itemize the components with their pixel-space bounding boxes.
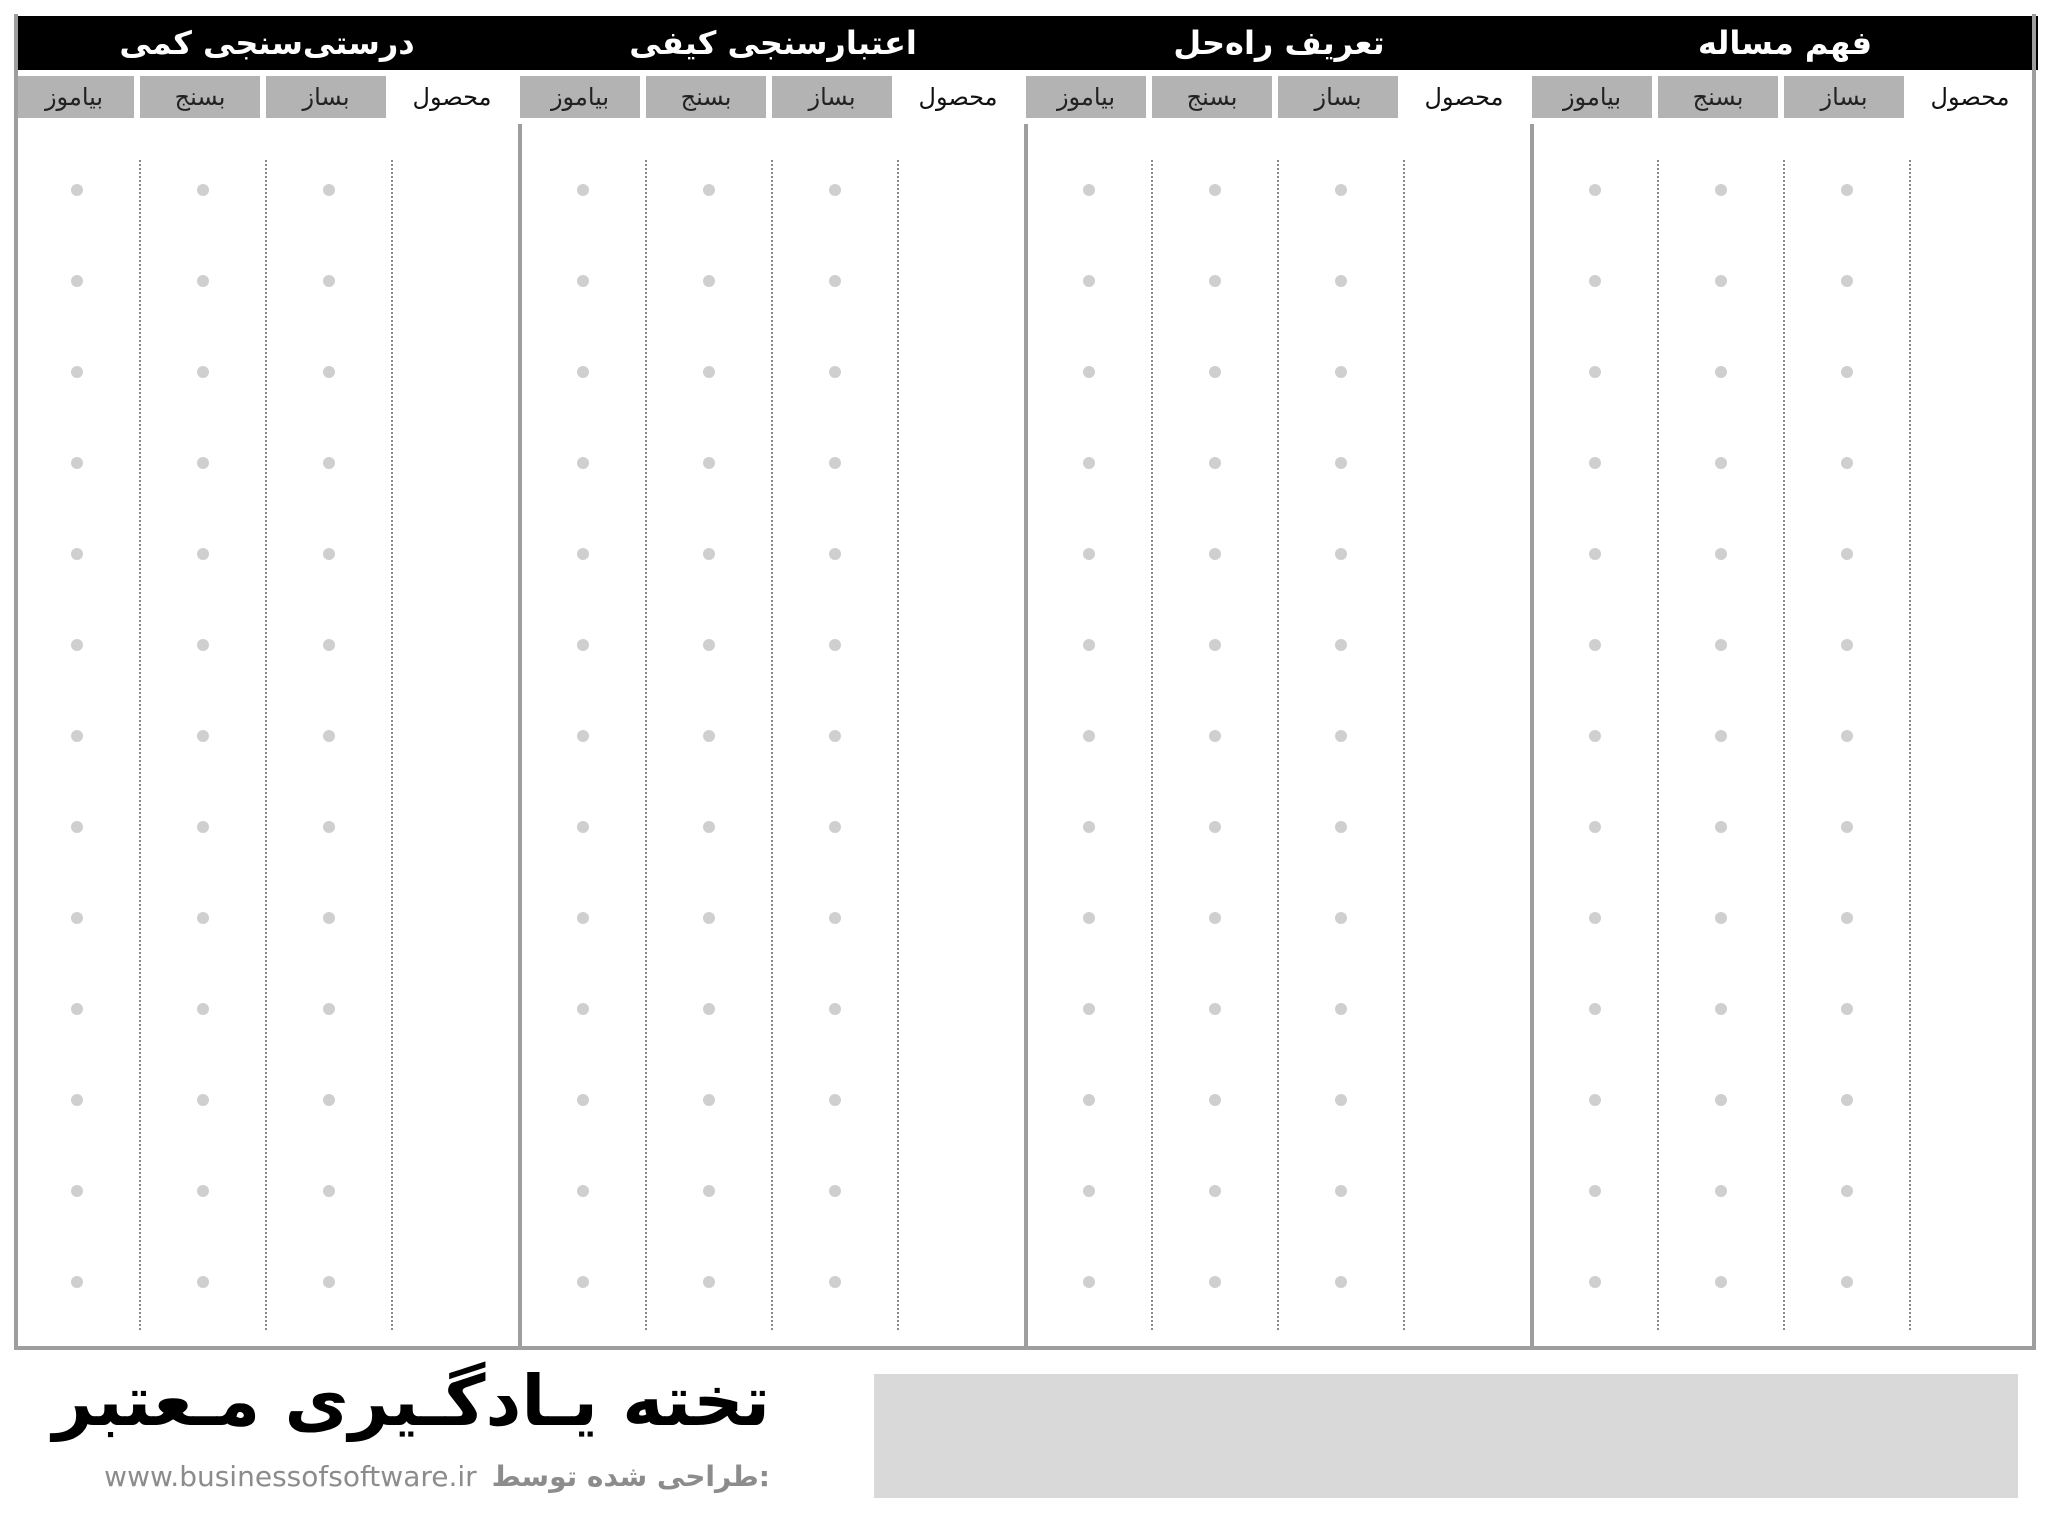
grid-dot [829,1003,841,1015]
grid-dot [71,912,83,924]
grid-dot [71,548,83,560]
grid-dot [1209,1276,1221,1288]
grid-dot [577,730,589,742]
grid-dot [323,1185,335,1197]
grid-dot [1209,366,1221,378]
sub-build: بساز [772,76,892,118]
dot-column [1335,184,1347,1284]
grid-dot [829,548,841,560]
grid-dot [703,1185,715,1197]
grid-dot [1209,730,1221,742]
grid-dot [1589,912,1601,924]
grid-dot [71,184,83,196]
grid-dot [323,366,335,378]
grid-dot [703,457,715,469]
grid-dot [323,912,335,924]
section-title: درستی‌سنجی کمی [14,16,520,70]
grid-dot [829,912,841,924]
grid-dot [1209,548,1221,560]
grid-dot [323,639,335,651]
dot-column [323,184,335,1284]
grid-dot [1715,821,1727,833]
grid-dot [1335,1094,1347,1106]
column-divider [1403,160,1405,1330]
grid-dot [1715,457,1727,469]
grid-dot [1083,457,1095,469]
grid-dot [323,730,335,742]
sub-product: محصول [412,83,492,111]
grid-dot [197,1276,209,1288]
board-left-edge [14,124,18,1346]
grid-dot [1335,1276,1347,1288]
grid-dot [197,275,209,287]
grid-dot [1209,1003,1221,1015]
grid-dot [1589,548,1601,560]
grid-dot [1083,821,1095,833]
grid-dot [1715,1094,1727,1106]
learning-board [14,14,2036,1350]
grid-dot [197,639,209,651]
grid-dot [1335,639,1347,651]
column-divider [1783,160,1785,1330]
grid-dot [71,1276,83,1288]
grid-dot [197,730,209,742]
grid-dot [1841,639,1853,651]
grid-dot [323,275,335,287]
grid-dot [71,1003,83,1015]
section-problem-understanding [1532,14,2038,1346]
grid-dot [1841,1276,1853,1288]
column-divider [1151,160,1153,1330]
grid-dot [829,366,841,378]
dot-column [829,184,841,1284]
section-title: تعریف راه‌حل [1026,16,1532,70]
grid-dot [71,1185,83,1197]
sub-learn: بیاموز [14,76,134,118]
grid-dot [577,821,589,833]
grid-dot [1715,1276,1727,1288]
grid-dot [577,548,589,560]
sub-build: بساز [1278,76,1398,118]
grid-dot [1083,1003,1095,1015]
grid-dot [577,275,589,287]
notes-area[interactable] [874,1374,2018,1498]
sub-product: محصول [1424,83,1504,111]
grid-dot [703,366,715,378]
grid-dot [1589,184,1601,196]
grid-dot [703,184,715,196]
grid-dot [1209,1094,1221,1106]
grid-dot [71,639,83,651]
grid-dot [1841,275,1853,287]
grid-dot [1589,1094,1601,1106]
grid-dot [71,1094,83,1106]
board-title: تخته یـادگـیری مـعتبر [52,1360,770,1442]
grid-dot [197,457,209,469]
column-divider [645,160,647,1330]
grid-dot [829,1094,841,1106]
grid-dot [1335,548,1347,560]
grid-dot [197,912,209,924]
grid-dot [197,1094,209,1106]
grid-dot [1083,730,1095,742]
grid-dot [1209,275,1221,287]
grid-dot [829,730,841,742]
grid-dot [1715,1185,1727,1197]
dot-column [577,184,589,1284]
credit-url[interactable]: www.businessofsoftware.ir [104,1460,477,1493]
sub-product: محصول [1930,83,2010,111]
grid-dot [197,1003,209,1015]
grid-dot [1841,730,1853,742]
grid-dot [197,184,209,196]
column-divider [391,160,393,1330]
sub-measure: بسنج [140,76,260,118]
credit-line [104,1460,770,1493]
grid-dot [197,548,209,560]
dot-column [1841,184,1853,1284]
grid-dot [1715,730,1727,742]
grid-dot [323,548,335,560]
sub-measure: بسنج [646,76,766,118]
grid-dot [71,275,83,287]
dot-column [703,184,715,1284]
grid-dot [1841,1094,1853,1106]
grid-dot [1083,912,1095,924]
sub-header-row [520,76,1026,120]
grid-dot [577,1276,589,1288]
grid-dot [1335,275,1347,287]
grid-dot [1841,821,1853,833]
grid-dot [1209,912,1221,924]
grid-dot [323,821,335,833]
column-divider [897,160,899,1330]
grid-dot [703,275,715,287]
grid-dot [703,1276,715,1288]
grid-dot [1589,639,1601,651]
grid-dot [197,1185,209,1197]
grid-dot [1335,730,1347,742]
grid-dot [1083,275,1095,287]
grid-dot [1841,548,1853,560]
dot-column [71,184,83,1284]
sub-header-row [1532,76,2038,120]
footer-branding [52,1360,770,1520]
dot-column [1083,184,1095,1284]
grid-dot [71,821,83,833]
grid-dot [1589,275,1601,287]
grid-dot [703,730,715,742]
sub-learn: بیاموز [1532,76,1652,118]
grid-dot [577,639,589,651]
grid-dot [1209,639,1221,651]
grid-dot [703,912,715,924]
dot-column [1715,184,1727,1284]
grid-dot [323,1276,335,1288]
dot-column [1589,184,1601,1284]
grid-dot [1083,366,1095,378]
grid-dot [577,1094,589,1106]
sub-learn: بیاموز [1026,76,1146,118]
grid-dot [1715,1003,1727,1015]
grid-dot [1209,821,1221,833]
grid-dot [1715,548,1727,560]
sub-product: محصول [918,83,998,111]
grid-dot [829,275,841,287]
column-divider [1657,160,1659,1330]
grid-dot [829,184,841,196]
grid-dot [1715,184,1727,196]
sub-build: بساز [1784,76,1904,118]
dot-column [197,184,209,1284]
grid-dot [71,730,83,742]
credit-prefix: طراحی شده توسط: [491,1460,770,1493]
grid-dot [577,457,589,469]
grid-dot [1209,1185,1221,1197]
grid-dot [323,457,335,469]
section-title: فهم مساله [1532,16,2038,70]
grid-dot [829,1185,841,1197]
grid-dot [1589,1185,1601,1197]
sub-build: بساز [266,76,386,118]
column-divider [1277,160,1279,1330]
column-divider [771,160,773,1330]
grid-dot [703,548,715,560]
grid-dot [323,1003,335,1015]
grid-dot [1589,730,1601,742]
grid-dot [829,821,841,833]
grid-dot [1083,639,1095,651]
grid-dot [577,1185,589,1197]
grid-dot [197,821,209,833]
grid-dot [71,366,83,378]
grid-dot [703,1003,715,1015]
sub-learn: بیاموز [520,76,640,118]
grid-dot [1589,821,1601,833]
grid-dot [577,366,589,378]
grid-dot [1209,184,1221,196]
grid-dot [1841,366,1853,378]
grid-dot [1083,184,1095,196]
grid-dot [1335,366,1347,378]
grid-dot [829,1276,841,1288]
grid-dot [1335,184,1347,196]
grid-dot [1589,366,1601,378]
sub-measure: بسنج [1152,76,1272,118]
grid-dot [1335,1185,1347,1197]
section-quantitative-validation [14,14,520,1346]
grid-dot [1083,1276,1095,1288]
grid-dot [1841,912,1853,924]
grid-dot [1083,1094,1095,1106]
grid-dot [1335,457,1347,469]
grid-dot [577,184,589,196]
grid-dot [829,639,841,651]
grid-dot [1715,366,1727,378]
grid-dot [1589,457,1601,469]
grid-dot [1335,912,1347,924]
grid-dot [71,457,83,469]
grid-dot [197,366,209,378]
sub-header-row [1026,76,1532,120]
column-divider [1909,160,1911,1330]
sub-measure: بسنج [1658,76,1778,118]
grid-dot [577,912,589,924]
grid-dot [1589,1276,1601,1288]
grid-dot [1335,1003,1347,1015]
grid-dot [703,821,715,833]
section-title: اعتبارسنجی کیفی [520,16,1026,70]
grid-dot [703,639,715,651]
grid-dot [1841,184,1853,196]
grid-dot [1841,1185,1853,1197]
grid-dot [1083,548,1095,560]
section-qualitative-validation [520,14,1026,1346]
grid-dot [577,1003,589,1015]
grid-dot [1335,821,1347,833]
grid-dot [1083,1185,1095,1197]
grid-dot [323,1094,335,1106]
grid-dot [1209,457,1221,469]
grid-dot [1715,639,1727,651]
grid-dot [323,184,335,196]
grid-dot [1715,275,1727,287]
dot-column [1209,184,1221,1284]
grid-dot [1589,1003,1601,1015]
grid-dot [1841,1003,1853,1015]
grid-dot [703,1094,715,1106]
column-divider [139,160,141,1330]
grid-dot [1715,912,1727,924]
grid-dot [829,457,841,469]
grid-dot [1841,457,1853,469]
section-solution-definition [1026,14,1532,1346]
column-divider [265,160,267,1330]
sub-header-row [14,76,520,120]
